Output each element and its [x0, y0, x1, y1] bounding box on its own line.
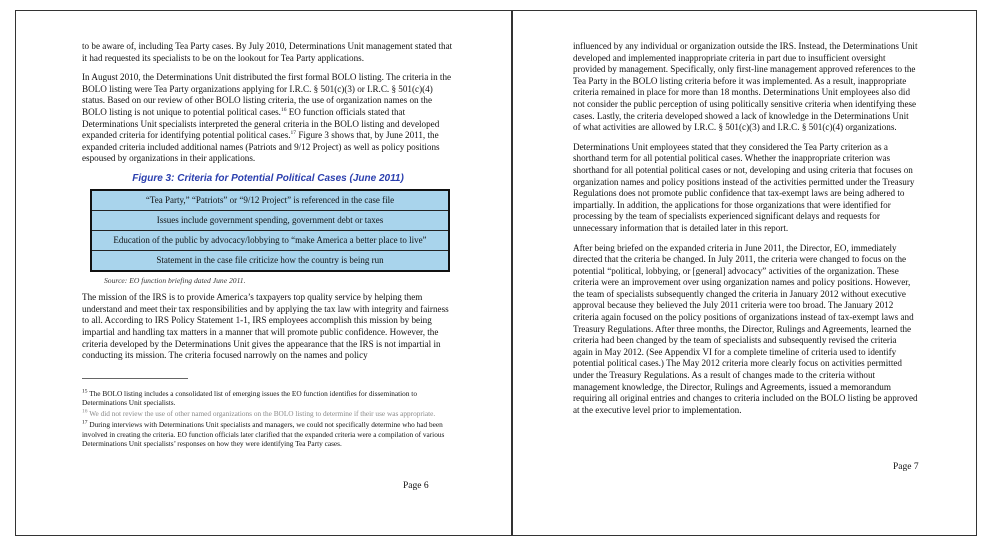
- footnote-number: 17: [82, 419, 88, 426]
- criteria-row: Education of the public by advocacy/lobbying to “make America a better place to live”: [92, 231, 448, 251]
- footnote-number: 15: [82, 388, 88, 395]
- page-number: Page 6: [403, 481, 429, 491]
- page-number: Page 7: [893, 462, 919, 472]
- footnote-marker-16[interactable]: 16: [280, 106, 287, 113]
- paragraph-eo-officials: EO function officials stated that Determinations Unit specialists interpreted the general criteria in the BOLO listing and developed expanded criteria for identifying potential political cases.: [82, 106, 440, 141]
- document-spread: [15, 10, 975, 538]
- paragraph-oversight: influenced by any individual or organization outside the IRS. Instead, the Determinations Unit developed and implemented inappropriate criteria in part due to insufficient oversight provided by management. Specifically, only first-line management approved references to the Tea Party in the BOLO listing criteria before it was implemented. As a result, inappropriate criteria remained in place for more than 18 months. Determinations Unit employees also did not consider the public perception of using politically sensitive criteria when identifying these cases. Lastly, the criteria developed showed a lack of knowledge in the Determinations Unit of what activities are allowed by I.R.C. § 501(c)(3) and I.R.C. § 501(c)(4) organizations.: [573, 41, 918, 133]
- page-6-body: [82, 41, 454, 450]
- criteria-figure: [90, 189, 450, 272]
- paragraph-mission: The mission of the IRS is to provide America’s taxpayers top quality service by helping them understand and meet their tax responsibilities and by applying the tax law with integrity and fairness to all. According to IRS Policy Statement 1-1, IRS employees accomplish this mission by being impartial and handling tax matters in a manner that will promote public confidence. However, the criteria developed by the Determinations Unit gives the appearance that the IRS is not impartial in conducting its mission. The criteria focused narrowly on the names and policy: [82, 292, 449, 361]
- paragraph-figure-ref: Figure 3 shows that, by June 2011, the expanded criteria included additional names (Patriots and 9/12 Project) as well as policy positions espoused by organizations in their applications.: [82, 130, 440, 164]
- figure-source: Source: EO function briefing dated June 2011.: [104, 275, 246, 285]
- page-7: [512, 10, 977, 536]
- paragraph-bolo-listing: [82, 72, 454, 165]
- page-7-body: [573, 41, 918, 424]
- criteria-row: “Tea Party,” “Patriots” or “9/12 Project” is referenced in the case file: [92, 191, 448, 211]
- footnote-text: We did not review the use of other named organizations on the BOLO listing to determine if their use was appropriate.: [89, 409, 436, 419]
- paragraph-bolo-text: In August 2010, the Determinations Unit distributed the first formal BOLO listing. The criteria in the BOLO listing were Tea Party organizations applying for I.R.C. § 501(c)(3) or I.R.C. § 501(c)(4) status. Based on our review of other BOLO listing criteria, the use of organization names on the BOLO listing is not unique to potential political cases.: [82, 72, 452, 117]
- footnote-divider: [82, 378, 188, 379]
- footnote-text: During interviews with Determinations Unit specialists and managers, we could not specifically determine who had been involved in creating the criteria. EO function officials later clarified that the expanded criteria were a compilation of various Determinations Unit specialists’ responses on how they were identifying Tea Party cases.: [82, 420, 445, 448]
- paragraph-criteria-changes: After being briefed on the expanded criteria in June 2011, the Director, EO, immediately directed that the criteria be changed. In July 2011, the criteria were changed to focus on the potential “political, lobbying, or [general] advocacy” activities of the organization. These criteria were an improvement over using organization names and policy positions. However, the team of specialists subsequently changed the criteria in January 2012 without executive approval because they believed the July 2011 criteria were too broad. The January 2012 criteria again focused on the policy positions of organizations instead of tax-exempt laws and Treasury Regulations. After three months, the Director, Rulings and Agreements, learned the criteria had been changed by the team of specialists and subsequently revised the criteria again in May 2012. (See Appendix VI for a complete timeline of criteria used to identify potential political cases.) The May 2012 criteria more clearly focus on activities permitted under the Treasury Regulations. As a result of changes made to the criteria without management knowledge, the Director, Rulings and Agreements, issued a memorandum requiring all original entries and changes to criteria included on the BOLO listing be approved at the executive level prior to implementation.: [573, 242, 918, 415]
- criteria-row: Issues include government spending, government debt or taxes: [92, 211, 448, 231]
- figure-title: Figure 3: Criteria for Potential Political Cases (June 2011): [132, 172, 404, 184]
- footnote-17: [82, 420, 454, 448]
- paragraph-continued: to be aware of, including Tea Party cases. By July 2010, Determinations Unit management stated that it had requested its specialists to be on the lookout for Tea Party applications.: [82, 41, 453, 63]
- footnote-15: [82, 389, 454, 407]
- footnote-text: The BOLO listing includes a consolidated list of emerging issues the EO function identifies for dissemination to Determinations Unit specialists.: [82, 388, 417, 407]
- footnote-16: [82, 409, 454, 418]
- paragraph-shorthand: Determinations Unit employees stated that they considered the Tea Party criterion as a shorthand term for all potential political cases. Whether the inappropriate criterion was shorthand for all potential political cases or not, developing and using criteria that focuses on organization names and policy positions instead of the activities permitted under the Treasury Regulations does not promote public confidence that tax-exempt laws are being adhered to impartially. In addition, the applications for those organizations that were identified for processing by the team of specialists experienced significant delays and requests for unnecessary information that is detailed later in this report.: [573, 141, 915, 233]
- footnote-number: 16: [82, 408, 88, 415]
- page-6: [15, 10, 512, 536]
- criteria-row: Statement in the case file criticize how the country is being run: [156, 254, 384, 265]
- footnote-marker-17[interactable]: 17: [290, 130, 297, 137]
